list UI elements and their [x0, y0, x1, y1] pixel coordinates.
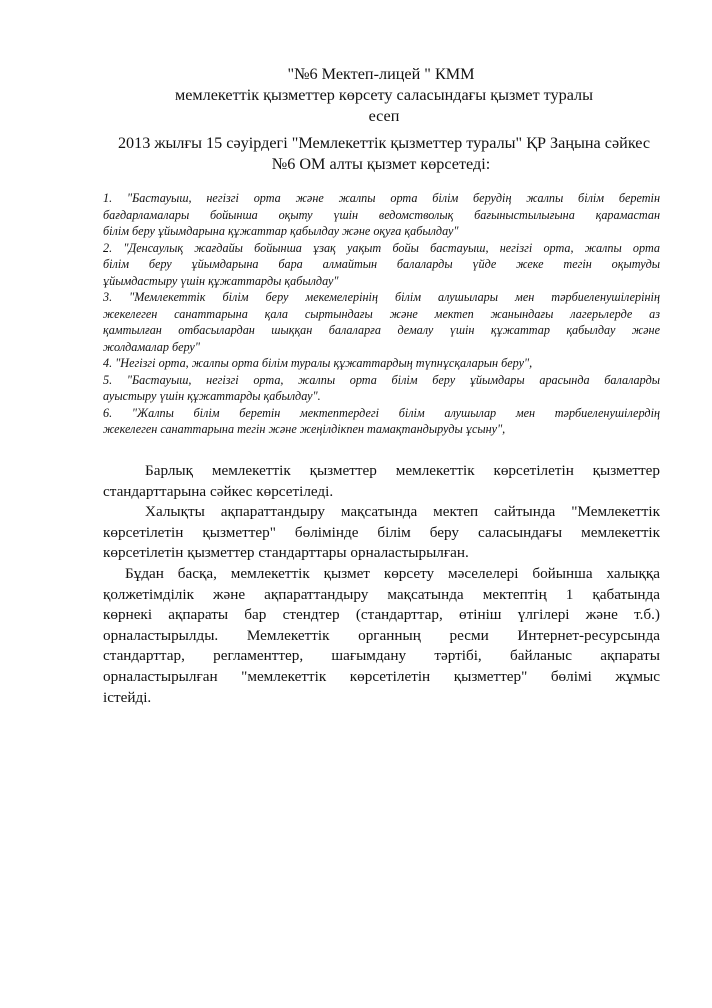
report-title: есеп	[368, 107, 400, 125]
service-item	[103, 405, 660, 438]
service-line: ұйымдастыру үшін құжаттарды қабылдау"	[103, 273, 339, 288]
service-line: жекелеген санаттарына тегін және жеңілдікпен тамақтандыруды ұсыну",	[103, 422, 506, 436]
service-line: білім беру ұйымдарына бара алмайтын балаларды үйде жеке тегін оқытуды	[103, 257, 660, 271]
body-line: стандарттарына сәйкес көрсетіледі.	[103, 482, 334, 500]
service-line: 4. "Негізгі орта, жалпы орта білім туралы құжаттардың түпнұсқаларын беру",	[103, 356, 533, 370]
paragraph-standards	[103, 461, 660, 502]
service-item	[103, 240, 660, 290]
service-item	[103, 372, 660, 405]
report-subject: мемлекеттік қызметтер көрсету саласындағы қызмет туралы	[174, 86, 594, 104]
service-item	[103, 355, 660, 372]
body-line: істейді.	[103, 688, 152, 706]
paragraph-website	[103, 502, 660, 564]
report-header	[0, 64, 712, 127]
service-line: бағдарламалары бойынша оқыту үшін ведомстволық бағыныстылығына қарамастан	[103, 207, 660, 222]
service-line: 2. "Денсаулық жағдайы бойынша ұзақ уақыт бойы бастауыш, негізгі орта, жалпы орта	[103, 240, 660, 255]
services-intro-line: №6 ОМ алты қызмет көрсетеді:	[271, 155, 491, 173]
service-line: жолдамалар беру"	[103, 339, 200, 354]
service-line: 3. "Мемлекеттік білім беру мекемелерінің білім алушылары мен тәрбиеленушілерінің	[103, 290, 660, 304]
body-line: көрсетілетін қызметтер" бөлімінде білім беру саласындағы мемлекеттік	[103, 523, 660, 541]
service-line: жекелеген санаттарына қала сыртындағы және мектеп жанындағы лагерьлерде аз	[103, 306, 660, 321]
service-line: 6. "Жалпы білім беретін мектептердегі білім алушылар мен тәрбиеленушілердің	[103, 405, 660, 420]
services-list	[103, 190, 660, 438]
report-body	[103, 461, 660, 708]
service-line: ауыстыру үшін құжаттарды қабылдау".	[103, 389, 321, 403]
paragraph-stands	[103, 564, 660, 708]
body-line: Бұдан басқа, мемлекеттік қызмет көрсету мәселелері бойынша халыққа	[125, 564, 660, 582]
service-line: білім беру ұйымдарына құжаттар қабылдау және оқуға қабылдау"	[103, 224, 459, 238]
law-reference-line: 2013 жылғы 15 сәуірдегі "Мемлекеттік қызметтер туралы" ҚР Заңына сәйкес	[117, 134, 651, 152]
body-line: Халықты ақпараттандыру мақсатында мектеп сайтында "Мемлекеттік	[145, 503, 660, 521]
body-line: Барлық мемлекеттік қызметтер мемлекеттік көрсетілетін қызметтер	[145, 462, 660, 479]
law-reference	[0, 133, 712, 175]
body-line: қолжетімділік және ақпараттандыру мақсатында мектептің 1 қабатында	[103, 585, 660, 603]
body-line: көрнекі ақпараты бар стендтер (стандарттар, өтініш үлгілері және т.б.)	[103, 606, 660, 624]
service-item	[103, 190, 660, 240]
body-line: орналастырылған "мемлекеттік көрсетілетін қызметтер" бөлімі жұмыс	[103, 667, 660, 685]
service-item	[103, 289, 660, 355]
service-line: қамтылған отбасылардан шыққан балаларға демалу үшін құжаттар қабылдау және	[103, 323, 660, 337]
body-line: орналастырылды. Мемлекеттік органның ресми Интернет-ресурсында	[103, 626, 660, 644]
body-line: стандарттар, регламенттер, шағымдану тәртібі, байланыс ақпараты	[103, 647, 660, 665]
body-line: көрсетілетін қызметтер стандарттары орналастырылған.	[103, 544, 469, 562]
service-line: 1. "Бастауыш, негізгі орта және жалпы орта білім берудің жалпы білім беретін	[103, 191, 660, 205]
service-line: 5. "Бастауыш, негізгі орта, жалпы орта білім беру ұйымдары арасында балаларды	[103, 372, 660, 387]
school-name: "№6 Мектеп-лицей " КММ	[287, 65, 475, 83]
